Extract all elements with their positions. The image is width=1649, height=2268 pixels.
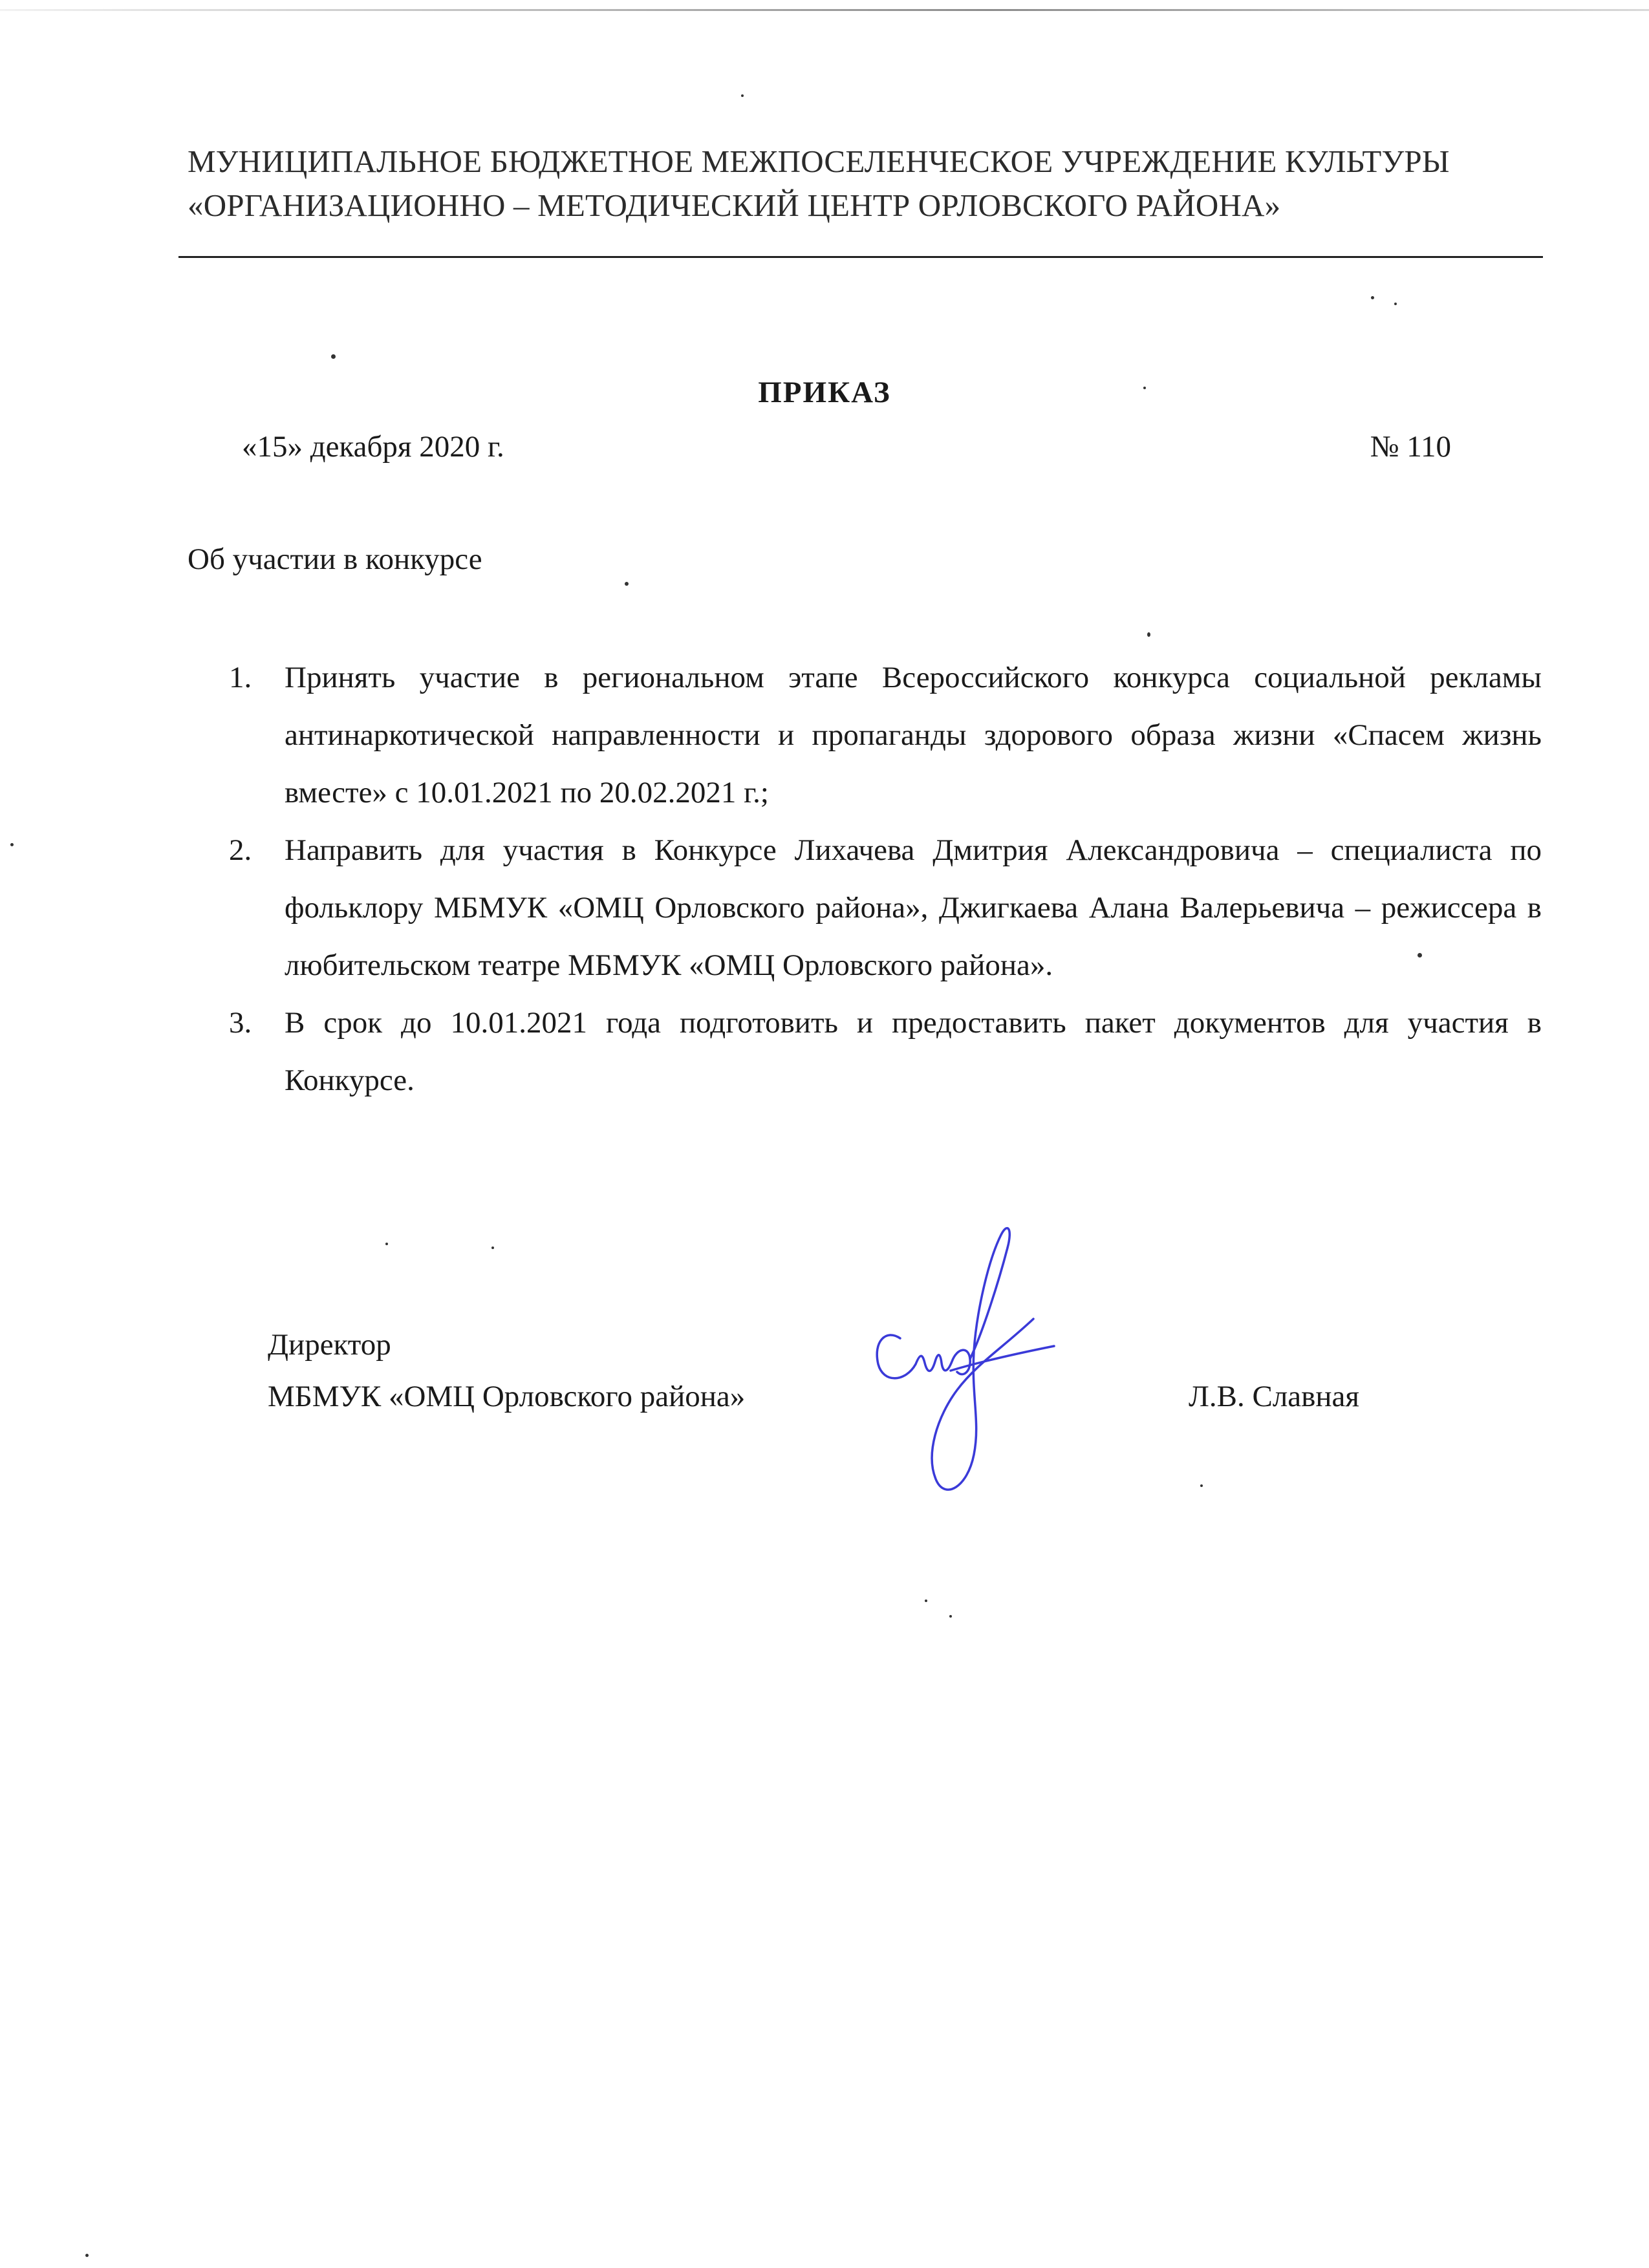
order-item-text: Принять участие в региональном этапе Всероссийского конкурса социальной рекламы антинаркотической направленности и пропаганды здорового образа жизни «Спасем жизнь вместе» с 10.01.2021 по 20.02.2021 г.;: [285, 661, 1542, 809]
scan-speck: [491, 1246, 494, 1249]
order-item: [229, 822, 1542, 994]
signer-organization: МБМУК «ОМЦ Орловского района»: [268, 1380, 746, 1413]
order-date: «15» декабря 2020 г.: [242, 430, 504, 464]
document-title: ПРИКАЗ: [758, 376, 891, 409]
order-item: [229, 649, 1542, 822]
header-line-2: «ОРГАНИЗАЦИОННО – МЕТОДИЧЕСКИЙ ЦЕНТР ОРЛОВСКОГО РАЙОНА»: [188, 187, 1281, 223]
scan-edge-line: [0, 9, 1649, 11]
scan-speck: [1417, 953, 1422, 957]
order-item-number: 1.: [229, 661, 252, 694]
header-line-1: МУНИЦИПАЛЬНОЕ БЮДЖЕТНОЕ МЕЖПОСЕЛЕНЧЕСКОЕ УЧРЕЖДЕНИЕ КУЛЬТУРЫ: [188, 144, 1450, 179]
scan-speck: [741, 94, 744, 97]
signature-block: [268, 1319, 745, 1422]
order-item-text: Направить для участия в Конкурсе Лихачева Дмитрия Александровича – специалиста по фольклору МБМУК «ОМЦ Орловского района», Джигкаева Алана Валерьевича – режиссера в любительском театре МБМУК «ОМЦ Орловского района».: [285, 833, 1542, 982]
order-item-number: 3.: [229, 1006, 252, 1040]
order-items-list: [229, 649, 1542, 1109]
order-item-number: 2.: [229, 833, 252, 867]
scan-speck: [85, 2254, 89, 2257]
scan-speck: [949, 1615, 952, 1618]
signature-stroke-loop: [932, 1228, 1033, 1490]
signer-name: Л.В. Славная: [1189, 1380, 1359, 1413]
scan-speck: [1200, 1484, 1203, 1487]
scan-speck: [331, 354, 336, 359]
scan-speck: [1371, 296, 1374, 299]
scan-speck: [10, 843, 14, 846]
organization-header: [188, 140, 1450, 228]
signer-position: Директор: [268, 1328, 391, 1362]
order-item: [229, 994, 1542, 1109]
scan-speck: [385, 1243, 388, 1245]
scan-speck: [1143, 387, 1146, 389]
order-subject: Об участии в конкурсе: [188, 542, 482, 576]
order-number: № 110: [1370, 430, 1451, 464]
handwritten-signature: [860, 1209, 1093, 1545]
order-item-text: В срок до 10.01.2021 года подготовить и предоставить пакет документов для участия в Конкурсе.: [285, 1006, 1542, 1097]
scan-speck: [1394, 303, 1397, 305]
signature-stroke-letters: [877, 1335, 970, 1378]
scan-speck: [625, 582, 629, 586]
scan-speck: [1147, 632, 1150, 637]
scan-speck: [925, 1599, 927, 1602]
header-divider: [178, 256, 1543, 258]
